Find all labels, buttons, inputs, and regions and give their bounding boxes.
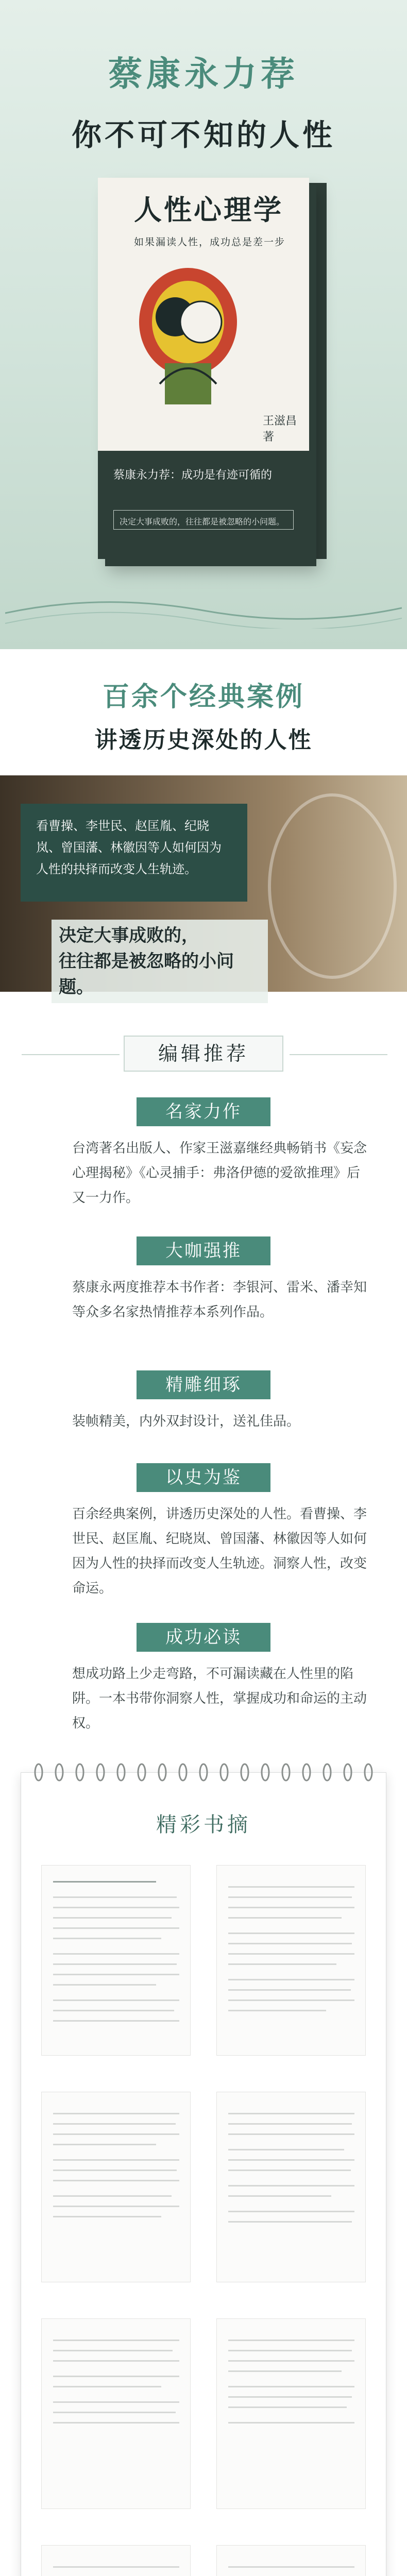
cases-bottom-quote bbox=[52, 920, 268, 1003]
cover-illustration-icon bbox=[129, 260, 247, 410]
cases-bottom-line2: 往往都是被忽略的小问题。 bbox=[59, 951, 234, 997]
excerpt-page bbox=[216, 2545, 366, 2576]
editor-item-label: 以史为鉴 bbox=[137, 1463, 270, 1492]
editor-item-text: 蔡康永两度推荐本书作者：李银河、雷米、潘幸知等众多名家热情推荐本系列作品。 bbox=[72, 1280, 367, 1320]
header-rule-right bbox=[290, 1054, 387, 1055]
book-title: 人性心理学 bbox=[134, 194, 283, 226]
cases-bottom-line1: 决定大事成败的， bbox=[59, 925, 199, 946]
editor-item-label: 大咖强推 bbox=[137, 1236, 270, 1265]
editor-item-text: 装帧精美，内外双封设计，送礼佳品。 bbox=[72, 1414, 300, 1429]
editor-item-text: 百余经典案例，讲透历史深处的人性。看曹操、李世民、赵匡胤、纪晓岚、曾国藩、林徽因等人如何因为人性的抉择而改变人生轨迹。洞察人性，改变命运。 bbox=[72, 1506, 367, 1596]
book-stripe-line2: 决定大事成败的，往往都是被忽略的小问题。 bbox=[120, 517, 285, 527]
spiral-binding-icon bbox=[31, 1762, 376, 1783]
hero-decoration-icon bbox=[5, 582, 402, 629]
editor-item-label: 成功必读 bbox=[137, 1623, 270, 1652]
editor-item-label: 名家力作 bbox=[137, 1097, 270, 1126]
excerpt-page bbox=[41, 2092, 191, 2282]
excerpt-page bbox=[41, 2318, 191, 2509]
book-stripe bbox=[98, 451, 309, 559]
editor-item-text: 想成功路上少走弯路，不可漏读藏在人性里的陷阱。一本书带你洞察人性，掌握成功和命运的主动权。 bbox=[72, 1666, 367, 1731]
hero-title: 蔡康永力荐 bbox=[108, 54, 299, 94]
cases-quote: 看曹操、李世民、赵匡胤、纪晓岚、曾国藩、林徽因等人如何因为人性的抉择而改变人生轨迹。 bbox=[36, 819, 222, 876]
book-author: 王滋昌 著 bbox=[263, 415, 297, 444]
book-tagline: 如果漏读人性，成功总是差一步 bbox=[134, 236, 286, 248]
editor-header bbox=[124, 1036, 283, 1072]
photo-decoration-icon bbox=[268, 793, 397, 979]
hero-subtitle: 你不可不知的人性 bbox=[71, 117, 335, 152]
excerpt-page bbox=[216, 1865, 366, 2056]
editor-item-label: 精雕细琢 bbox=[137, 1370, 270, 1399]
book-cover bbox=[98, 178, 309, 559]
cases-quote-box bbox=[21, 804, 247, 902]
editor-header-label: 编辑推荐 bbox=[158, 1042, 249, 1065]
excerpt-page bbox=[41, 2545, 191, 2576]
cases-subtitle: 讲透历史深处的人性 bbox=[94, 727, 313, 753]
book-spine bbox=[309, 183, 327, 559]
editor-item-text: 台湾著名出版人、作家王滋嘉继经典畅销书《妄念心理揭秘》《心灵捕手：弗洛伊德的爱欲推理》后又一力作。 bbox=[72, 1141, 367, 1206]
cases-title: 百余个经典案例 bbox=[102, 682, 304, 713]
excerpt-page bbox=[216, 2092, 366, 2282]
book-stripe-line1: 蔡康永力荐：成功是有迹可循的 bbox=[113, 469, 273, 482]
excerpt-page bbox=[216, 2318, 366, 2509]
header-rule-left bbox=[22, 1054, 120, 1055]
excerpt-pages bbox=[41, 1865, 366, 2576]
excerpt-page bbox=[41, 1865, 191, 2056]
excerpt-header: 精彩书摘 bbox=[156, 1813, 251, 1837]
